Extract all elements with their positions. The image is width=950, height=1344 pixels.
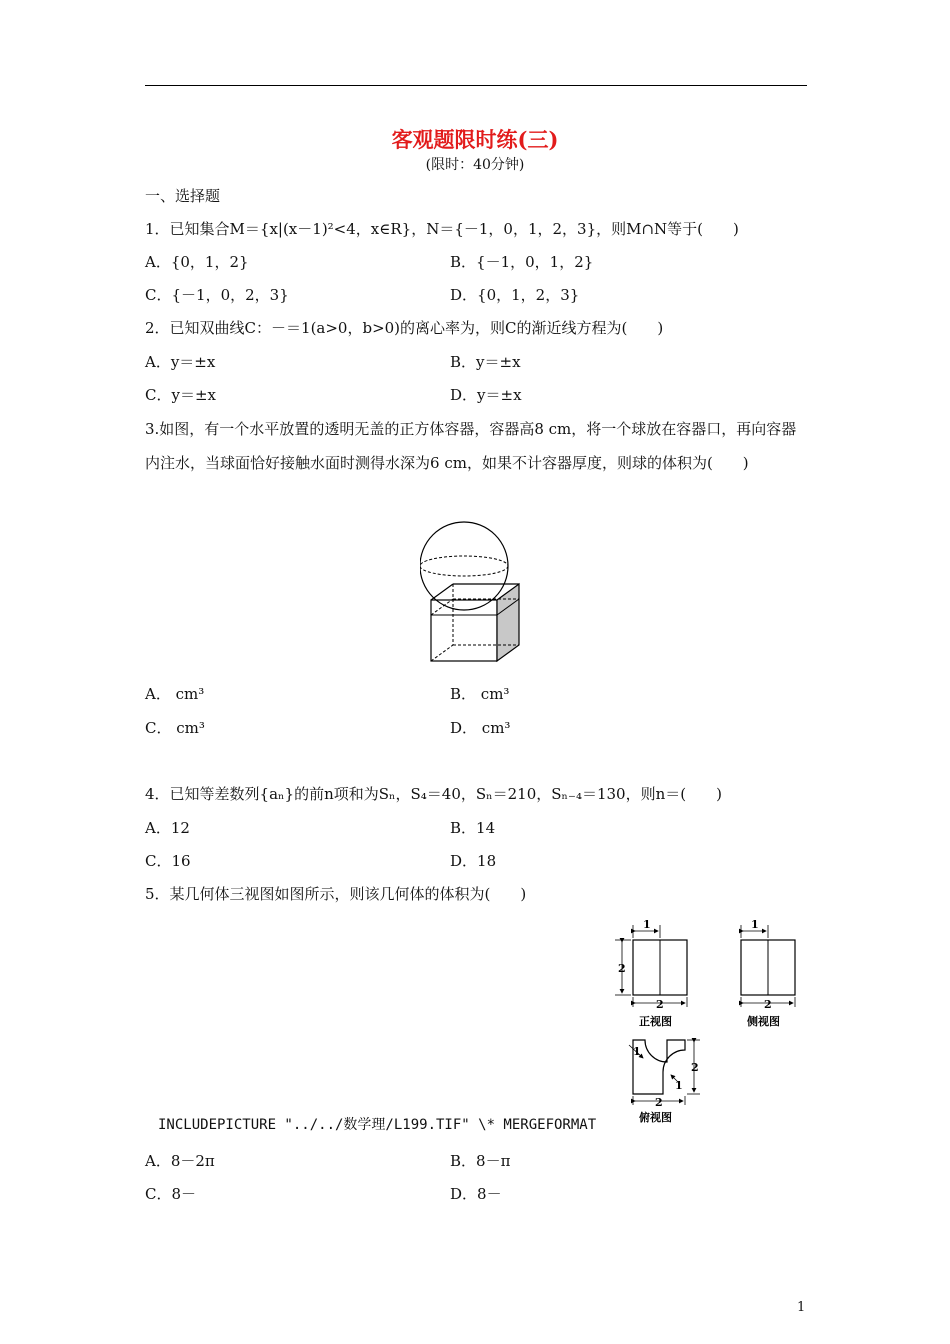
top-dim-right: 2 (691, 1061, 699, 1074)
include-picture-field: INCLUDEPICTURE "../../数学理/L199.TIF" \* MERGEFORMAT (158, 1117, 597, 1133)
front-dim-left: 2 (618, 962, 626, 975)
sphere-cube-figure (420, 518, 530, 668)
q1-stem: 1．已知集合M＝{x|(x－1)²<4，x∈R}，N＝{－1，0，1，2，3}，则M∩N等于( ) (145, 220, 739, 238)
q1-option-c: C．{－1，0，2，3} (145, 286, 289, 304)
q1-option-d: D．{0，1，2，3} (450, 286, 580, 304)
q2-option-c: C．y＝±x (145, 386, 216, 404)
top-dim-radius-right: 1 (675, 1079, 683, 1092)
section-heading: 一、选择题 (145, 187, 221, 205)
q5-option-a: A．8－2π (145, 1152, 215, 1170)
front-dim-bottom: 2 (656, 998, 664, 1011)
q2-option-b: B．y＝±x (450, 353, 521, 371)
front-view-label: 正视图 (639, 1015, 672, 1028)
q4-option-d: D．18 (450, 852, 497, 870)
q5-stem: 5．某几何体三视图如图所示，则该几何体的体积为( ) (145, 885, 527, 903)
time-limit: (限时：40分钟) (425, 157, 525, 173)
q4-option-a: A．12 (145, 819, 190, 837)
q4-stem: 4．已知等差数列{aₙ}的前n项和为Sₙ，S₄＝40，Sₙ＝210，Sₙ₋₄＝130，则n＝( ) (145, 785, 722, 803)
q3-stem: 3.如图，有一个水平放置的透明无盖的正方体容器，容器高8 cm，将一个球放在容器口，再向容器内注水，当球面恰好接触水面时测得水深为6 cm，如果不计容器厚度，则球的体积为( ) (145, 420, 797, 472)
q2-stem: 2．已知双曲线C：－＝1(a>0，b>0)的离心率为，则C的渐近线方程为( ) (145, 319, 664, 337)
q5-option-d: D．8－ (450, 1185, 502, 1203)
q4-option-c: C．16 (145, 852, 191, 870)
q3-option-d: D． cm³ (450, 719, 511, 737)
q1-option-b: B．{－1，0，1，2} (450, 253, 594, 271)
q2-option-a: A．y＝±x (145, 353, 216, 371)
top-view-label: 俯视图 (639, 1111, 672, 1124)
q3-option-a: A． cm³ (145, 685, 205, 703)
q5-option-b: B．8－π (450, 1152, 511, 1170)
page-number: 1 (797, 1300, 806, 1315)
top-dim-radius-left: 1 (633, 1045, 641, 1058)
three-view-figure (605, 915, 805, 1125)
q3-option-b: B． cm³ (450, 685, 510, 703)
top-dim-bottom: 2 (655, 1096, 663, 1109)
q3-option-c: C． cm³ (145, 719, 205, 737)
page-title: 客观题限时练(三) (391, 127, 559, 152)
q1-option-a: A．{0，1，2} (145, 253, 249, 271)
side-dim-top: 1 (751, 918, 759, 931)
header-rule (145, 85, 807, 86)
q2-option-d: D．y＝±x (450, 386, 522, 404)
side-dim-bottom: 2 (764, 998, 772, 1011)
front-dim-top: 1 (643, 918, 651, 931)
q4-option-b: B．14 (450, 819, 496, 837)
q5-option-c: C．8－ (145, 1185, 197, 1203)
side-view-label: 侧视图 (747, 1015, 780, 1028)
